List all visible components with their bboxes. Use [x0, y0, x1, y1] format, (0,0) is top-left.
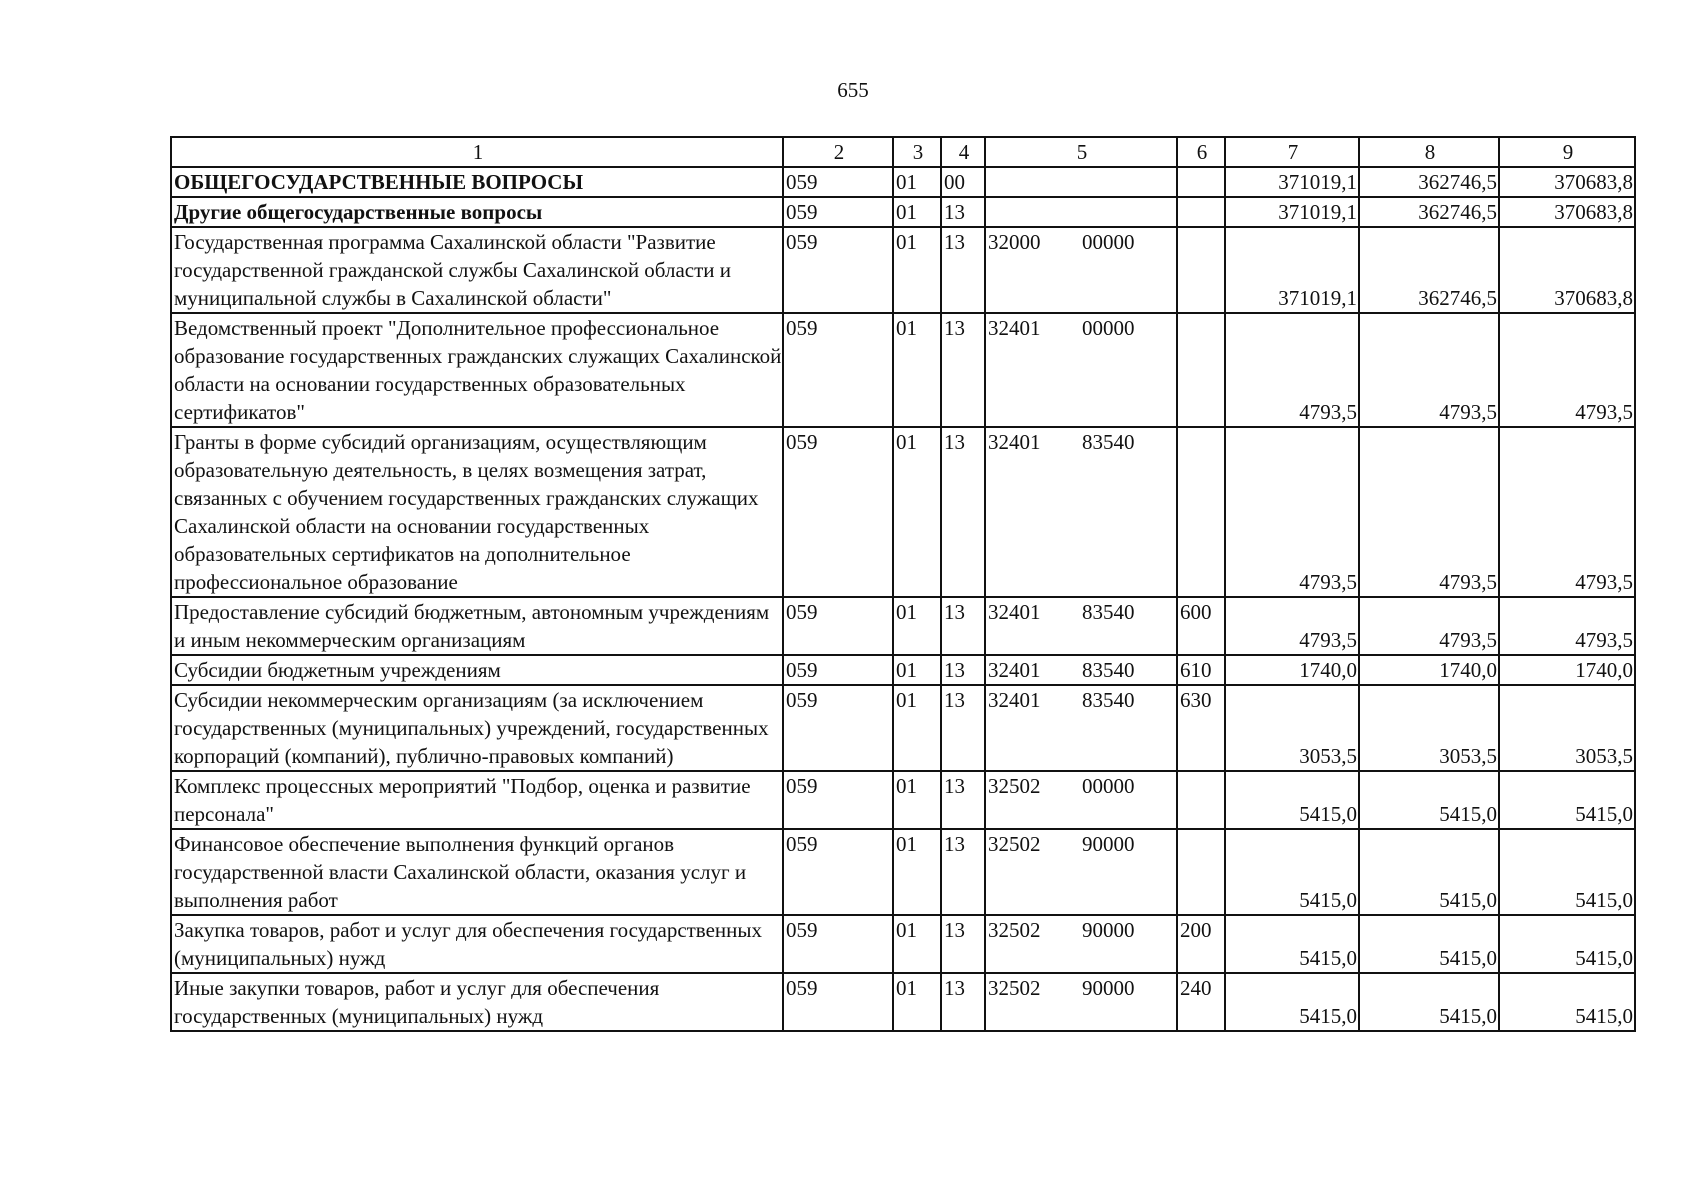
target-article-part2: 90000	[1082, 918, 1135, 942]
target-article-part1: 32401	[988, 658, 1041, 682]
table-row	[171, 973, 1635, 1031]
table-row	[171, 227, 1635, 313]
cell-amount-col8: 5415,0	[1359, 915, 1499, 973]
cell-amount-col9: 5415,0	[1499, 829, 1635, 915]
cell-amount-col8: 4793,5	[1359, 313, 1499, 427]
cell-target-article	[985, 771, 1177, 829]
row-name: Предоставление субсидий бюджетным, автономным учреждениям и иным некоммерческим организациям	[171, 597, 783, 655]
cell-ministry-code: 059	[783, 427, 893, 597]
target-article-part1: 32502	[988, 918, 1041, 942]
table-row	[171, 313, 1635, 427]
cell-section-code: 01	[893, 227, 941, 313]
cell-amount-col8: 3053,5	[1359, 685, 1499, 771]
cell-amount-col9: 5415,0	[1499, 915, 1635, 973]
cell-section-code: 01	[893, 655, 941, 685]
cell-amount-col8: 5415,0	[1359, 973, 1499, 1031]
table-row	[171, 597, 1635, 655]
cell-expense-type	[1177, 227, 1225, 313]
budget-table	[170, 136, 1636, 1032]
cell-section-code: 01	[893, 829, 941, 915]
target-article-part2: 90000	[1082, 976, 1135, 1000]
column-header: 2	[783, 137, 893, 167]
cell-subsection-code: 00	[941, 167, 985, 197]
cell-ministry-code: 059	[783, 829, 893, 915]
cell-ministry-code: 059	[783, 227, 893, 313]
row-name: Комплекс процессных мероприятий "Подбор, оценка и развитие персонала"	[171, 771, 783, 829]
column-header: 9	[1499, 137, 1635, 167]
cell-subsection-code: 13	[941, 227, 985, 313]
cell-expense-type	[1177, 829, 1225, 915]
cell-amount-col7: 5415,0	[1225, 829, 1359, 915]
cell-subsection-code: 13	[941, 973, 985, 1031]
table-row	[171, 829, 1635, 915]
cell-target-article	[985, 427, 1177, 597]
target-article-part2: 83540	[1082, 430, 1135, 454]
row-name: Другие общегосударственные вопросы	[171, 197, 783, 227]
cell-section-code: 01	[893, 197, 941, 227]
cell-amount-col9: 4793,5	[1499, 427, 1635, 597]
cell-amount-col9: 4793,5	[1499, 597, 1635, 655]
cell-expense-type	[1177, 427, 1225, 597]
cell-expense-type	[1177, 313, 1225, 427]
cell-amount-col7: 5415,0	[1225, 915, 1359, 973]
table-row	[171, 427, 1635, 597]
row-name: Государственная программа Сахалинской области "Развитие государственной гражданской службы Сахалинской области и муниципальной службы в Сахалинской области"	[171, 227, 783, 313]
cell-amount-col7: 1740,0	[1225, 655, 1359, 685]
target-article-part2: 83540	[1082, 600, 1135, 624]
cell-amount-col7: 4793,5	[1225, 427, 1359, 597]
cell-expense-type: 200	[1177, 915, 1225, 973]
cell-amount-col8: 362746,5	[1359, 197, 1499, 227]
cell-amount-col9: 1740,0	[1499, 655, 1635, 685]
target-article-part2: 83540	[1082, 688, 1135, 712]
cell-target-article	[985, 197, 1177, 227]
cell-amount-col7: 371019,1	[1225, 167, 1359, 197]
cell-section-code: 01	[893, 427, 941, 597]
cell-target-article	[985, 915, 1177, 973]
cell-ministry-code: 059	[783, 197, 893, 227]
cell-ministry-code: 059	[783, 313, 893, 427]
table-row	[171, 167, 1635, 197]
cell-expense-type: 240	[1177, 973, 1225, 1031]
column-header: 3	[893, 137, 941, 167]
row-name: Закупка товаров, работ и услуг для обеспечения государственных (муниципальных) нужд	[171, 915, 783, 973]
cell-subsection-code: 13	[941, 655, 985, 685]
cell-amount-col8: 5415,0	[1359, 771, 1499, 829]
cell-target-article	[985, 167, 1177, 197]
cell-target-article	[985, 973, 1177, 1031]
target-article-part1: 32502	[988, 976, 1041, 1000]
cell-amount-col8: 1740,0	[1359, 655, 1499, 685]
cell-section-code: 01	[893, 771, 941, 829]
target-article-part1: 32401	[988, 316, 1041, 340]
table-row	[171, 197, 1635, 227]
cell-target-article	[985, 655, 1177, 685]
cell-ministry-code: 059	[783, 655, 893, 685]
column-header: 5	[985, 137, 1177, 167]
cell-expense-type: 610	[1177, 655, 1225, 685]
cell-amount-col8: 4793,5	[1359, 597, 1499, 655]
target-article-part2: 90000	[1082, 832, 1135, 856]
target-article-part1: 32502	[988, 832, 1041, 856]
cell-amount-col7: 3053,5	[1225, 685, 1359, 771]
cell-ministry-code: 059	[783, 771, 893, 829]
row-name: Субсидии бюджетным учреждениям	[171, 655, 783, 685]
cell-amount-col9: 4793,5	[1499, 313, 1635, 427]
target-article-part1: 32502	[988, 774, 1041, 798]
cell-amount-col8: 362746,5	[1359, 167, 1499, 197]
cell-ministry-code: 059	[783, 915, 893, 973]
cell-expense-type	[1177, 167, 1225, 197]
cell-expense-type	[1177, 197, 1225, 227]
cell-amount-col7: 371019,1	[1225, 227, 1359, 313]
cell-amount-col9: 3053,5	[1499, 685, 1635, 771]
row-name: Субсидии некоммерческим организациям (за исключением государственных (муниципальных) учреждений, государственных корпораций (компаний), публично-правовых компаний)	[171, 685, 783, 771]
target-article-part2: 83540	[1082, 658, 1135, 682]
cell-subsection-code: 13	[941, 829, 985, 915]
cell-expense-type	[1177, 771, 1225, 829]
table-row	[171, 685, 1635, 771]
column-header: 8	[1359, 137, 1499, 167]
target-article-part1: 32000	[988, 230, 1041, 254]
cell-amount-col7: 4793,5	[1225, 313, 1359, 427]
cell-section-code: 01	[893, 167, 941, 197]
cell-section-code: 01	[893, 313, 941, 427]
cell-target-article	[985, 685, 1177, 771]
row-name: Ведомственный проект "Дополнительное профессиональное образование государственных гражданских служащих Сахалинской области на основании государственных образовательных сертификатов"	[171, 313, 783, 427]
cell-expense-type: 600	[1177, 597, 1225, 655]
cell-amount-col7: 371019,1	[1225, 197, 1359, 227]
column-header: 1	[171, 137, 783, 167]
cell-ministry-code: 059	[783, 597, 893, 655]
row-name: Иные закупки товаров, работ и услуг для обеспечения государственных (муниципальных) нужд	[171, 973, 783, 1031]
cell-amount-col9: 5415,0	[1499, 973, 1635, 1031]
cell-subsection-code: 13	[941, 915, 985, 973]
cell-amount-col7: 4793,5	[1225, 597, 1359, 655]
column-header: 6	[1177, 137, 1225, 167]
cell-target-article	[985, 227, 1177, 313]
row-name: Гранты в форме субсидий организациям, осуществляющим образовательную деятельность, в целях возмещения затрат, связанных с обучением государственных гражданских служащих Сахалинской области на основании государственных образовательных сертификатов на дополнительное профессиональное образование	[171, 427, 783, 597]
cell-amount-col9: 370683,8	[1499, 197, 1635, 227]
column-header: 7	[1225, 137, 1359, 167]
cell-section-code: 01	[893, 685, 941, 771]
row-name: Финансовое обеспечение выполнения функций органов государственной власти Сахалинской области, оказания услуг и выполнения работ	[171, 829, 783, 915]
cell-section-code: 01	[893, 973, 941, 1031]
cell-subsection-code: 13	[941, 427, 985, 597]
cell-amount-col8: 362746,5	[1359, 227, 1499, 313]
cell-target-article	[985, 313, 1177, 427]
cell-amount-col7: 5415,0	[1225, 771, 1359, 829]
cell-ministry-code: 059	[783, 973, 893, 1031]
cell-section-code: 01	[893, 597, 941, 655]
cell-amount-col9: 370683,8	[1499, 227, 1635, 313]
cell-subsection-code: 13	[941, 685, 985, 771]
cell-subsection-code: 13	[941, 313, 985, 427]
cell-subsection-code: 13	[941, 597, 985, 655]
cell-amount-col9: 5415,0	[1499, 771, 1635, 829]
cell-target-article	[985, 597, 1177, 655]
target-article-part2: 00000	[1082, 230, 1135, 254]
cell-subsection-code: 13	[941, 771, 985, 829]
cell-subsection-code: 13	[941, 197, 985, 227]
table-header-row	[171, 137, 1635, 167]
table-row	[171, 771, 1635, 829]
cell-ministry-code: 059	[783, 167, 893, 197]
target-article-part1: 32401	[988, 688, 1041, 712]
column-header: 4	[941, 137, 985, 167]
cell-section-code: 01	[893, 915, 941, 973]
cell-ministry-code: 059	[783, 685, 893, 771]
page-number: 655	[837, 78, 869, 102]
cell-expense-type: 630	[1177, 685, 1225, 771]
table-row	[171, 655, 1635, 685]
row-name: ОБЩЕГОСУДАРСТВЕННЫЕ ВОПРОСЫ	[171, 167, 783, 197]
cell-amount-col8: 4793,5	[1359, 427, 1499, 597]
target-article-part2: 00000	[1082, 774, 1135, 798]
target-article-part1: 32401	[988, 430, 1041, 454]
cell-target-article	[985, 829, 1177, 915]
cell-amount-col7: 5415,0	[1225, 973, 1359, 1031]
cell-amount-col8: 5415,0	[1359, 829, 1499, 915]
target-article-part1: 32401	[988, 600, 1041, 624]
cell-amount-col9: 370683,8	[1499, 167, 1635, 197]
target-article-part2: 00000	[1082, 316, 1135, 340]
table-row	[171, 915, 1635, 973]
